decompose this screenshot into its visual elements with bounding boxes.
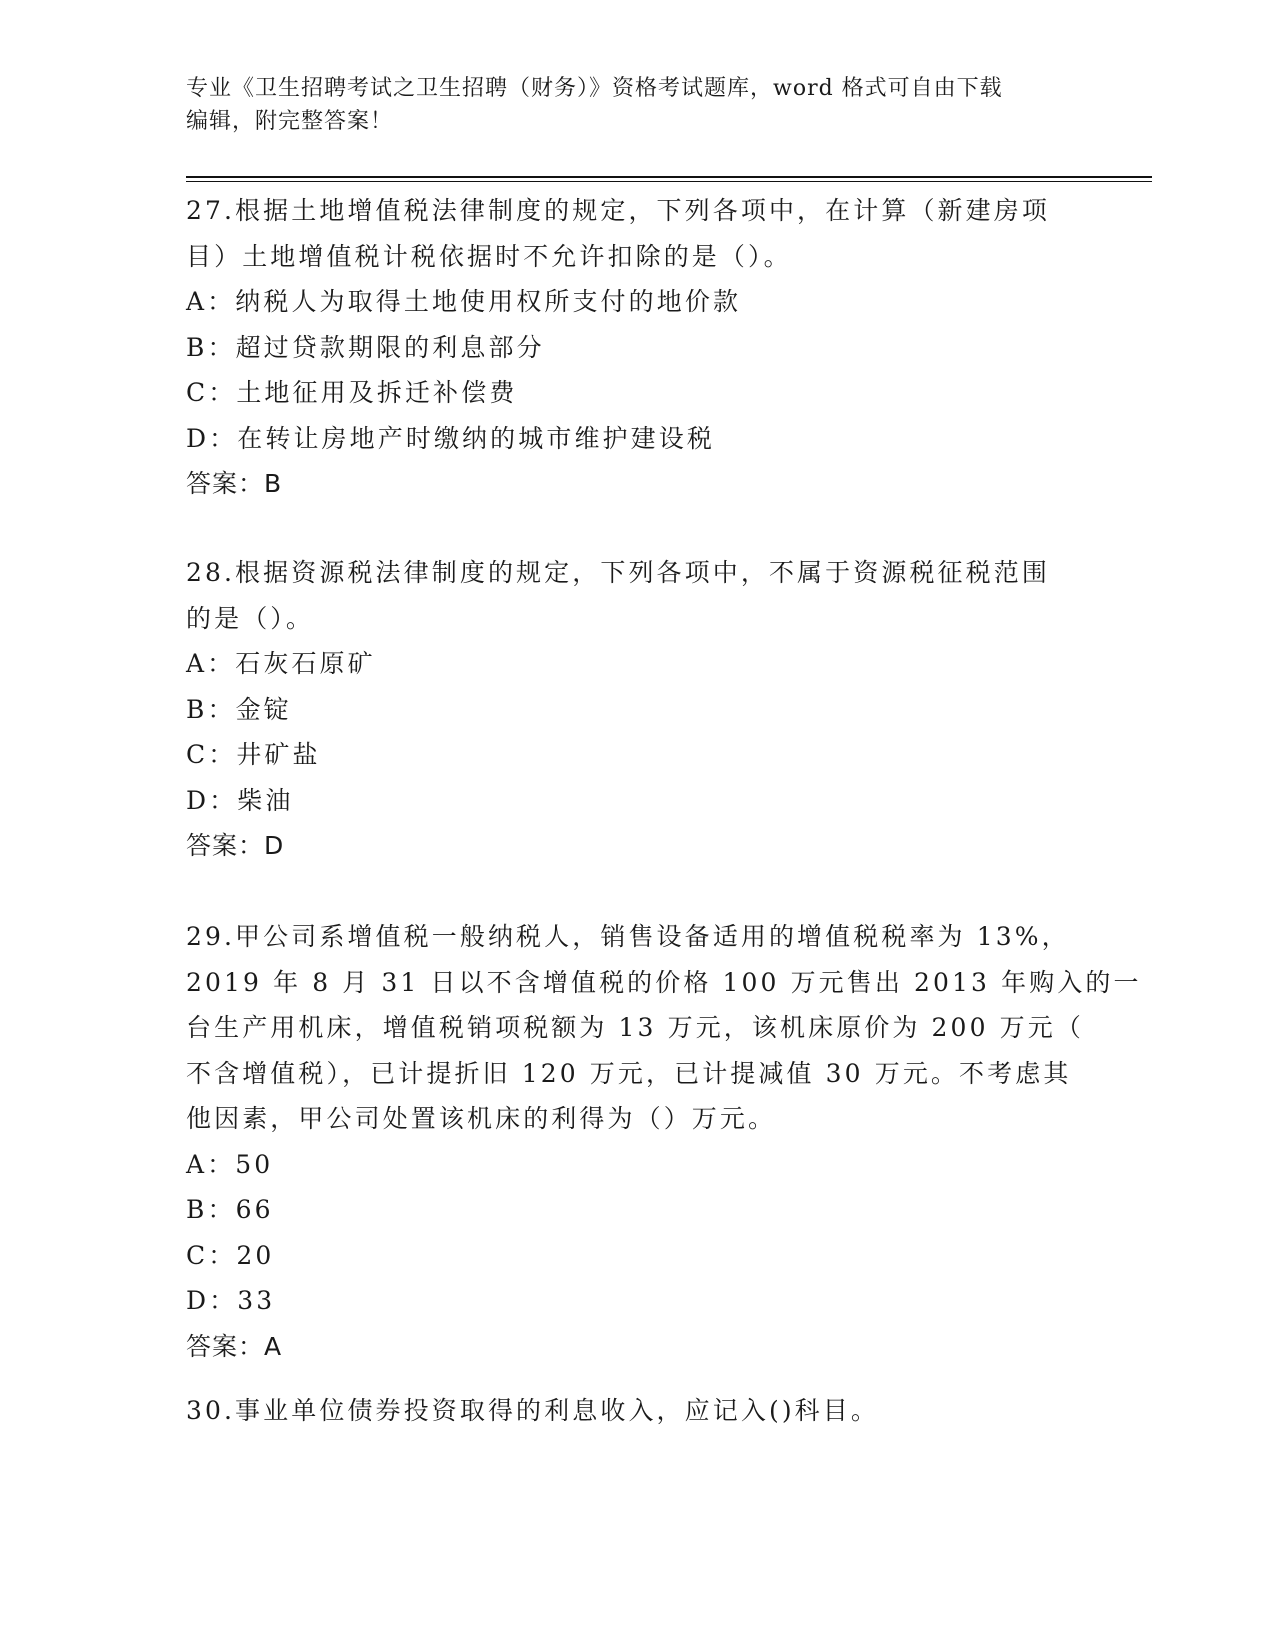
question-28	[186, 550, 1050, 869]
option-b: B：66	[186, 1195, 274, 1224]
option-a: A：50	[186, 1149, 274, 1179]
option-b: B：超过贷款期限的利息部分	[186, 332, 545, 362]
question-text-line: 2019 年 8 月 31 日以不含增值税的价格 100 万元售出 2013 年购入的一	[186, 967, 1142, 997]
answer-line: 答案：D	[186, 831, 285, 860]
option-d: D：柴油	[186, 785, 294, 815]
option-d: D：在转让房地产时缴纳的城市维护建设税	[186, 423, 715, 453]
option-c: C：土地征用及拆迁补偿费	[186, 378, 518, 407]
option-c: C：20	[186, 1240, 275, 1270]
question-text-line: 的是（）。	[186, 603, 315, 633]
question-text-line: 台生产用机床，增值税销项税额为 13 万元，该机床原价为 200 万元（	[186, 1013, 1084, 1042]
header-rule-thin	[186, 181, 1152, 182]
option-d: D：33	[186, 1286, 276, 1315]
question-text-line: 30.事业单位债券投资取得的利息收入，应记入()科目。	[186, 1396, 879, 1425]
option-b: B：金锭	[186, 694, 292, 724]
answer-line: 答案：B	[186, 469, 283, 498]
option-c: C：井矿盐	[186, 740, 321, 769]
question-text-line: 29.甲公司系增值税一般纳税人，销售设备适用的增值税税率为 13%，	[186, 922, 1070, 951]
option-a: A：石灰石原矿	[186, 649, 376, 678]
answer-line: 答案：A	[186, 1331, 283, 1361]
question-29	[186, 914, 1142, 1369]
question-text-line: 28.根据资源税法律制度的规定，下列各项中，不属于资源税征税范围	[186, 558, 1050, 587]
option-a: A：纳税人为取得土地使用权所支付的地价款	[186, 287, 742, 316]
question-30	[186, 1388, 879, 1434]
question-text-line: 目）土地增值税计税依据时不允许扣除的是（）。	[186, 241, 792, 271]
question-text-line: 不含增值税），已计提折旧 120 万元，已计提减值 30 万元。不考虑其	[186, 1058, 1072, 1088]
document-header	[186, 72, 1086, 138]
header-rule-thick	[186, 176, 1152, 178]
question-text-line: 27.根据土地增值税法律制度的规定，下列各项中，在计算（新建房项	[186, 196, 1050, 225]
header-line-1: 专业《卫生招聘考试之卫生招聘（财务）》资格考试题库，word 格式可自由下载	[186, 76, 1003, 101]
header-line-2: 编辑，附完整答案！	[186, 109, 394, 134]
question-27	[186, 188, 1050, 507]
question-text-line: 他因素，甲公司处置该机床的利得为（）万元。	[186, 1104, 777, 1133]
